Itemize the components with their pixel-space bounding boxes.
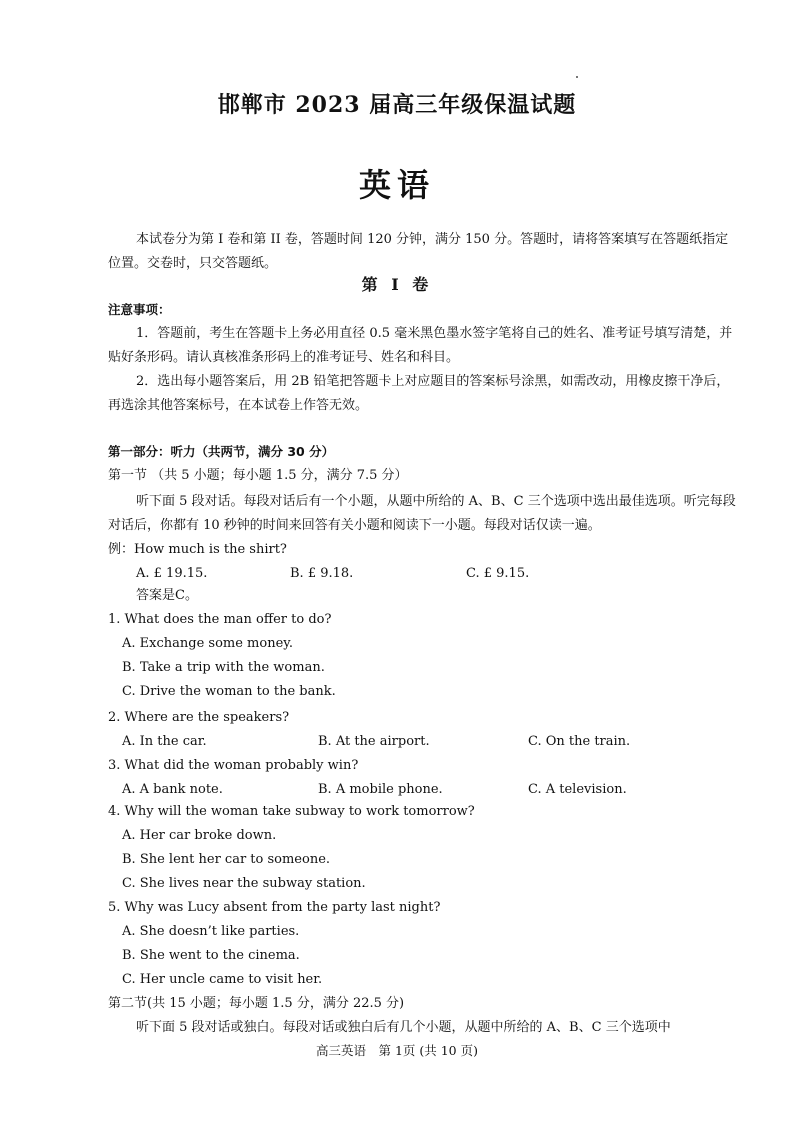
q1-option-c: C. Drive the woman to the bank. (122, 684, 336, 699)
question-3: 3. What did the woman probably win? (108, 758, 359, 773)
intro-paragraph: 本试卷分为第 I 卷和第 II 卷，答题时间 120 分钟，满分 150 分。答题时，请将答案填写在答题纸指定位置。交卷时，只交答题纸。 (108, 232, 729, 271)
q3-option-a: A. A bank note. (122, 782, 223, 797)
question-1: 1. What does the man offer to do? (108, 612, 332, 627)
q5-option-c: C. Her uncle came to visit her. (122, 972, 323, 987)
q5-option-a: A. She doesn’t like parties. (122, 924, 300, 939)
listening-part-heading: 第一部分：听力（共两节，满分 30 分） (108, 444, 335, 459)
example-option-b: B. £ 9.18. (290, 566, 354, 581)
section2-heading: 第二节(共 15 小题；每小题 1.5 分，满分 22.5 分) (108, 996, 405, 1011)
section1-heading: 第一节 （共 5 小题；每小题 1.5 分，满分 7.5 分） (108, 468, 408, 483)
q1-option-b: B. Take a trip with the woman. (122, 660, 325, 675)
note-item-2: 2．选出每小题答案后，用 2B 铅笔把答题卡上对应题目的答案标号涂黑，如需改动，用橡皮擦干净后，再选涂其他答案标号，在本试卷上作答无效。 (108, 374, 730, 413)
q4-option-b: B. She lent her car to someone. (122, 852, 331, 867)
q2-option-a: A. In the car. (122, 734, 207, 749)
part1-title: 第 I 卷 (361, 275, 433, 294)
example-option-a: A. £ 19.15. (136, 566, 208, 581)
page-footer: 高三英语 第 1页 (共 10 页) (315, 1043, 478, 1058)
scan-speck (576, 76, 578, 78)
q3-option-b: B. A mobile phone. (318, 782, 443, 797)
question-5: 5. Why was Lucy absent from the party last night? (108, 900, 441, 915)
note-item-1: 1．答题前，考生在答题卡上务必用直径 0.5 毫米黑色墨水签字笔将自己的姓名、准考证号填写清楚，并贴好条形码。请认真核准条形码上的准考证号、姓名和科目。 (108, 326, 733, 365)
exam-title: 邯郸市 2023 届高三年级保温试题 (217, 92, 577, 118)
notes-heading: 注意事项： (108, 302, 171, 317)
q5-option-b: B. She went to the cinema. (122, 948, 300, 963)
example-answer: 答案是C。 (136, 588, 198, 603)
section2-instructions: 听下面 5 段对话或独白。每段对话或独白后有几个小题，从题中所给的 A、B、C 三个选项中 (136, 1020, 671, 1035)
section1-instructions: 听下面 5 段对话。每段对话后有一个小题，从题中所给的 A、B、C 三个选项中选出最佳选项。听完每段对话后，你都有 10 秒钟的时间来回答有关小题和阅读下一小题。每段对话仅读一遍。 (108, 494, 736, 533)
q4-option-c: C. She lives near the subway station. (122, 876, 366, 891)
q2-option-c: C. On the train. (528, 734, 631, 749)
example-question: 例：How much is the shirt? (108, 542, 287, 557)
question-2: 2. Where are the speakers? (108, 710, 290, 725)
question-4: 4. Why will the woman take subway to work tomorrow? (108, 804, 475, 819)
subject-title: 英语 (358, 166, 435, 204)
q4-option-a: A. Her car broke down. (122, 828, 277, 843)
q2-option-b: B. At the airport. (318, 734, 430, 749)
example-option-c: C. £ 9.15. (466, 566, 530, 581)
q3-option-c: C. A television. (528, 782, 627, 797)
q1-option-a: A. Exchange some money. (122, 636, 294, 651)
